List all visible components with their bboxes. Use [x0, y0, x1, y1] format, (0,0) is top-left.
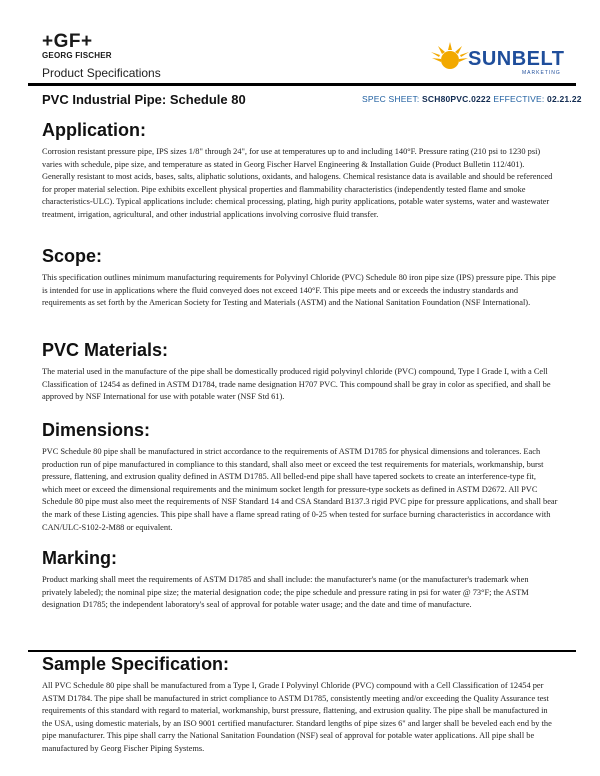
- materials-heading: PVC Materials:: [42, 340, 169, 360]
- spec-sheet-info: [362, 94, 582, 104]
- gf-company-name: GEORG FISCHER: [42, 51, 112, 60]
- application-section: [42, 120, 558, 222]
- scope-heading: Scope:: [42, 246, 103, 266]
- dimensions-body: PVC Schedule 80 pipe shall be manufactured in strict accordance to the requirements of ASTM D1785 for physical dimensions and tolerances. Each production run of pipe manufactured in compliance to this standard, shall also meet or exceed the test requirements for materials, workmanship, burst pressure, flattening, and extrusion quality defined in ASTM D1785. All belled-end pipe shall have tapered sockets to create an interference-type fit, which meet or exceed the dimensional requirements and the minimum socket length for pressure-type sockets as defined in ASTM D2672. All PVC Schedule 80 pipe must also meet the requirements of NSF Standard 14 and CSA Standard B137.3 rigid PVC pipe for pressure applications, and shall bear the mark of these Listing agencies. This pipe shall have a flame spread rating of 0-25 when tested for surface burning characteristics in accordance with CAN/ULC-S102-2-M88 or equivalent.: [42, 447, 558, 532]
- application-body: Corrosion resistant pressure pipe, IPS sizes 1/8" through 24", for use at temperatures up to and including 140°F. Pressure rating (210 psi to 1230 psi) varies with schedule, pipe size, and temperature as stated in Georg Fischer Harvel Engineering & Installation Guide (Product Bulletin 112/401). Generally resistant to most acids, bases, salts, aliphatic solutions, oxidants, and halogens. Chemical resistance data is available and should be referenced for proper material selection. Pipe exhibits excellent physical properties and flammability characteristics (independently tested flame and smoke characteristics-ULC). Typical applications include: chemical processing, plating, high purity applications, potable water systems, water and wastewater treatment, irrigation, agricultural, and other industrial applications involving corrosive fluid transfer.: [42, 147, 553, 219]
- product-specifications-label: Product Specifications: [42, 66, 161, 80]
- dimensions-heading: Dimensions:: [42, 420, 151, 440]
- scope-section: [42, 246, 558, 310]
- header-divider: [28, 83, 576, 86]
- marking-section: [42, 548, 558, 612]
- document-title: PVC Industrial Pipe: Schedule 80: [42, 92, 246, 107]
- materials-section: [42, 340, 558, 404]
- marking-heading: Marking:: [42, 548, 118, 568]
- sample-divider: [28, 650, 576, 652]
- materials-body: The material used in the manufacture of the pipe shall be domestically produced rigid polyvinyl chloride (PVC) compound, Type I Grade I, with a Cell Classification of 12454 as defined in ASTM D1784, trade name designation H707 PVC. This compound shall be gray in color as specified, and shall be approved by NSF International for use with potable water (NSF Std 61).: [42, 367, 551, 402]
- scope-body: This specification outlines minimum manufacturing requirements for Polyvinyl Chloride (PVC) Schedule 80 iron pipe size (IPS) pressure pipe. This pipe is intended for use in applications where the fluid conveyed does not exceed 140°F. This pipe meets and or exceeds the industry standards and requirements as set forth by the American Society for Testing and Materials (ASTM) and the National Sanitation Foundation (NSF International).: [42, 273, 556, 308]
- sample-body: All PVC Schedule 80 pipe shall be manufactured from a Type I, Grade I Polyvinyl Chloride (PVC) compound with a Cell Classification of 12454 per ASTM D1784. The pipe shall be manufactured in strict compliance to ASTM D1785, consistently meeting and/or exceeding the Quality Assurance test requirements of this standard with regard to material, workmanship, burst pressure, flattening, and extrusion quality. The pipe shall be manufactured in the USA, using domestic materials, by an ISO 9001 certified manufacturer. Standard lengths of pipe sizes 6" and larger shall be beveled each end by the pipe manufacturer. This pipe shall carry the National Sanitation Foundation (NSF) seal of approval for potable water applications. All pipe shall be manufactured by Georg Fischer Piping Systems.: [42, 681, 552, 753]
- sample-section: [42, 654, 558, 756]
- marking-body: Product marking shall meet the requirements of ASTM D1785 and shall include: the manufacturer's name (or the manufacturer's trademark when privately labeled); the nominal pipe size; the material designation code; the pipe schedule and pressure rating in psi for water @ 73°F; the ASTM designation D1785; the independent laboratory's seal of approval for potable water usage; and the date and time of manufacture.: [42, 575, 529, 610]
- sample-heading: Sample Specification:: [42, 654, 230, 674]
- effective-label: EFFECTIVE:: [493, 94, 545, 104]
- spec-sheet-label: SPEC SHEET:: [362, 94, 420, 104]
- spec-sheet-value: SCH80PVC.0222: [422, 94, 491, 104]
- sunbelt-logo-text: SUNBELT: [468, 48, 565, 70]
- application-heading: Application:: [42, 120, 146, 140]
- gf-logo: +GF+: [42, 31, 93, 52]
- dimensions-section: [42, 420, 558, 534]
- effective-value: 02.21.22: [547, 94, 582, 104]
- sunbelt-tagline: MARKETING: [522, 70, 561, 76]
